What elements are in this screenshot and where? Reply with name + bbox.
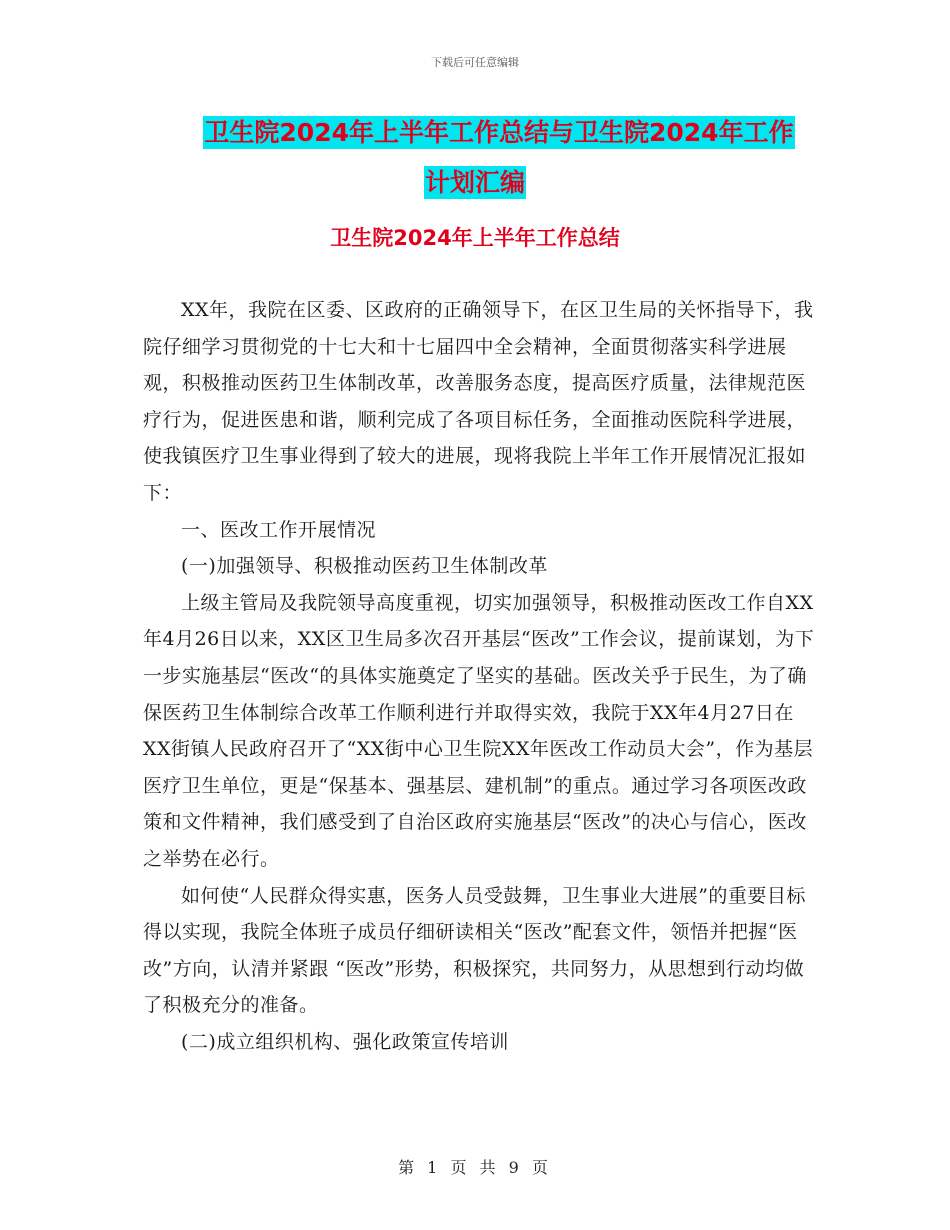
document-body: [143, 292, 815, 1060]
heading-level-2: (一)加强领导、积极推动医药卫生体制改革: [181, 555, 548, 578]
header-note: 下载后可任意编辑: [431, 56, 519, 69]
paragraph: 上级主管局及我院领导高度重视，切实加强领导，积极推动医改工作自XX年4月26日以来，XX区卫生局多次召开基层“医改”工作会议，提前谋划，为下一步实施基层“医改“的具体实施奠定了坚实的基础。医改关乎于民生，为了确保医药卫生体制综合改革工作顺利进行并取得实效，我院于XX年4月27日在XX街镇人民政府召开了“XX街中心卫生院XX年医改工作动员大会”，作为基层医疗卫生单位，更是“保基本、强基层、建机制”的重点。通过学习各项医改政策和文件精神，我们感受到了自治区政府实施基层“医改”的决心与信心，医改之举势在必行。: [143, 591, 815, 870]
section-title: 卫生院2024年上半年工作总结: [330, 226, 620, 250]
paragraph: 如何使“人民群众得实惠，医务人员受鼓舞，卫生事业大进展”的重要目标得以实现，我院全体班子成员仔细研读相关“医改”配套文件，领悟并把握“医改”方向，认清并紧跟 “医改”形势，积极探究，共同努力，从思想到行动均做了积极充分的准备。: [143, 884, 806, 1017]
title-line-2: 计划汇编: [424, 168, 525, 197]
page-footer: 第 1 页 共 9 页: [398, 1158, 552, 1177]
heading-level-2: (二)成立组织机构、强化政策宣传培训: [181, 1030, 509, 1053]
title-line-1: 卫生院2024年上半年工作总结与卫生院2024年工作: [204, 118, 794, 147]
heading-level-1: 一、医改工作开展情况: [181, 518, 377, 541]
paragraph-intro: XX年，我院在区委、区政府的正确领导下，在区卫生局的关怀指导下，我院仔细学习贯彻党的十七大和十七届四中全会精神，全面贯彻落实科学进展观，积极推动医药卫生体制改革，改善服务态度，提高医疗质量，法律规范医疗行为，促进医患和谐，顺利完成了各项目标任务，全面推动医院科学进展，使我镇医疗卫生事业得到了较大的进展，现将我院上半年工作开展情况汇报如下：: [143, 299, 814, 504]
document-title: [0, 108, 950, 208]
